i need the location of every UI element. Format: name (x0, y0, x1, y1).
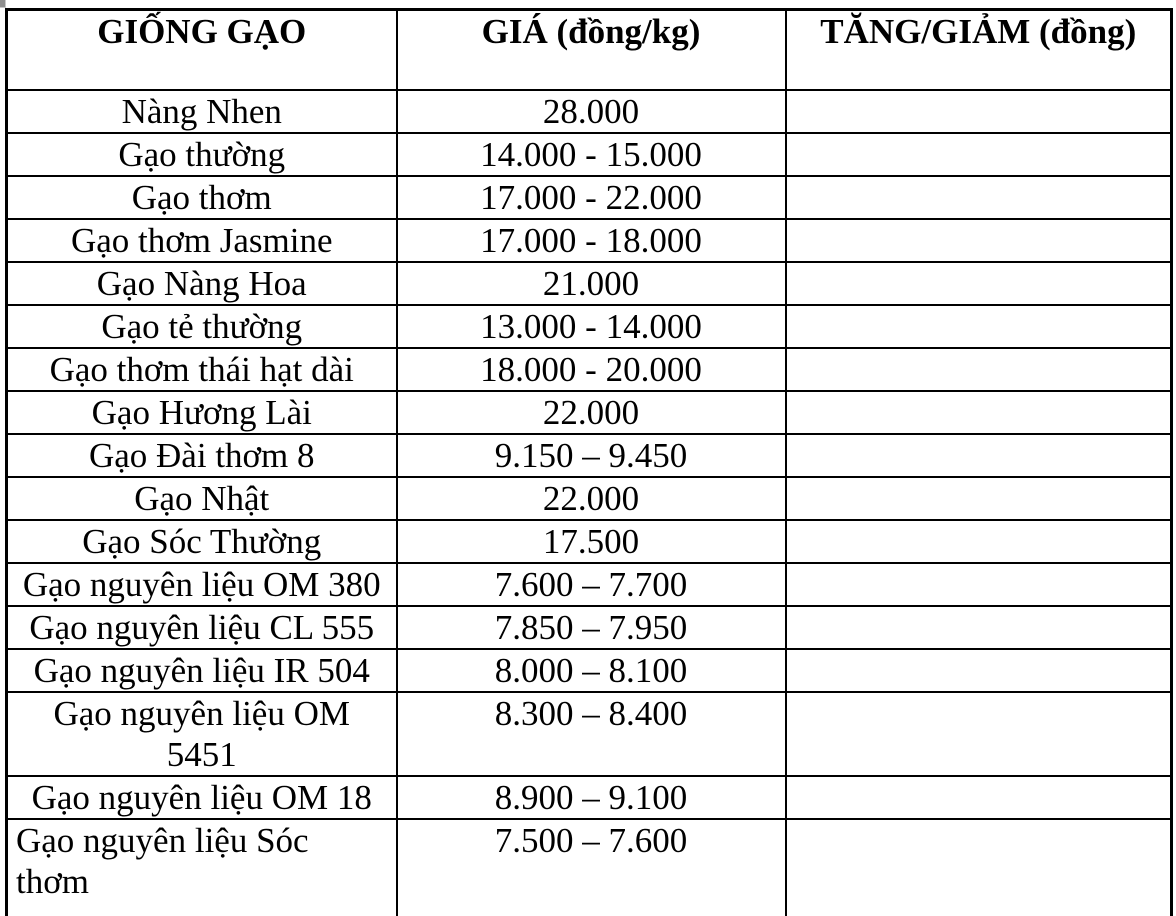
header-change: TĂNG/GIẢM (đồng) (786, 10, 1172, 90)
change-cell (786, 776, 1172, 819)
variety-cell: Gạo Đài thơm 8 (7, 434, 397, 477)
variety-cell: Gạo Sóc Thường (7, 520, 397, 563)
variety-cell: Gạo Nàng Hoa (7, 262, 397, 305)
variety-cell: Gạo Nhật (7, 477, 397, 520)
change-cell (786, 606, 1172, 649)
price-cell: 8.300 – 8.400 (397, 692, 786, 776)
price-cell: 8.000 – 8.100 (397, 649, 786, 692)
change-cell (786, 391, 1172, 434)
table-row (7, 348, 1172, 391)
variety-cell: Gạo nguyên liệu Sóc thơm (7, 819, 397, 916)
variety-cell: Gạo nguyên liệu OM 5451 (7, 692, 397, 776)
rice-price-table (5, 8, 1173, 916)
table-row (7, 133, 1172, 176)
table-row (7, 477, 1172, 520)
table-row (7, 176, 1172, 219)
table-row (7, 692, 1172, 776)
price-cell: 9.150 – 9.450 (397, 434, 786, 477)
variety-cell: Gạo nguyên liệu OM 18 (7, 776, 397, 819)
change-cell (786, 262, 1172, 305)
change-cell (786, 434, 1172, 477)
price-cell: 17.000 - 22.000 (397, 176, 786, 219)
variety-cell: Gạo thơm thái hạt dài (7, 348, 397, 391)
price-cell: 8.900 – 9.100 (397, 776, 786, 819)
variety-cell: Gạo tẻ thường (7, 305, 397, 348)
table-row (7, 90, 1172, 133)
change-cell (786, 819, 1172, 916)
price-cell: 22.000 (397, 391, 786, 434)
variety-cell: Gạo nguyên liệu OM 380 (7, 563, 397, 606)
change-cell (786, 520, 1172, 563)
header-variety: GIỐNG GẠO (7, 10, 397, 90)
table-row (7, 262, 1172, 305)
table-row (7, 649, 1172, 692)
price-cell: 21.000 (397, 262, 786, 305)
screen-corner-artifact (0, 0, 6, 8)
table-row (7, 606, 1172, 649)
table-row (7, 305, 1172, 348)
table-row (7, 434, 1172, 477)
price-cell: 13.000 - 14.000 (397, 305, 786, 348)
price-cell: 18.000 - 20.000 (397, 348, 786, 391)
table-row (7, 819, 1172, 916)
variety-cell: Gạo thơm (7, 176, 397, 219)
variety-cell: Gạo nguyên liệu IR 504 (7, 649, 397, 692)
change-cell (786, 563, 1172, 606)
change-cell (786, 133, 1172, 176)
change-cell (786, 692, 1172, 776)
change-cell (786, 649, 1172, 692)
price-cell: 7.600 – 7.700 (397, 563, 786, 606)
header-row (7, 10, 1172, 90)
table-row (7, 219, 1172, 262)
table-row (7, 391, 1172, 434)
price-cell: 7.500 – 7.600 (397, 819, 786, 916)
variety-cell: Gạo nguyên liệu CL 555 (7, 606, 397, 649)
change-cell (786, 477, 1172, 520)
variety-cell: Gạo thơm Jasmine (7, 219, 397, 262)
change-cell (786, 348, 1172, 391)
change-cell (786, 90, 1172, 133)
header-price: GIÁ (đồng/kg) (397, 10, 786, 90)
table-row (7, 563, 1172, 606)
price-cell: 22.000 (397, 477, 786, 520)
price-cell: 28.000 (397, 90, 786, 133)
change-cell (786, 219, 1172, 262)
variety-cell: Gạo thường (7, 133, 397, 176)
table-header-row (7, 10, 1172, 90)
price-cell: 17.500 (397, 520, 786, 563)
table-row (7, 776, 1172, 819)
price-cell: 17.000 - 18.000 (397, 219, 786, 262)
table-body (7, 90, 1172, 916)
variety-cell: Nàng Nhen (7, 90, 397, 133)
table-row (7, 520, 1172, 563)
variety-cell: Gạo Hương Lài (7, 391, 397, 434)
change-cell (786, 176, 1172, 219)
price-cell: 7.850 – 7.950 (397, 606, 786, 649)
change-cell (786, 305, 1172, 348)
price-cell: 14.000 - 15.000 (397, 133, 786, 176)
